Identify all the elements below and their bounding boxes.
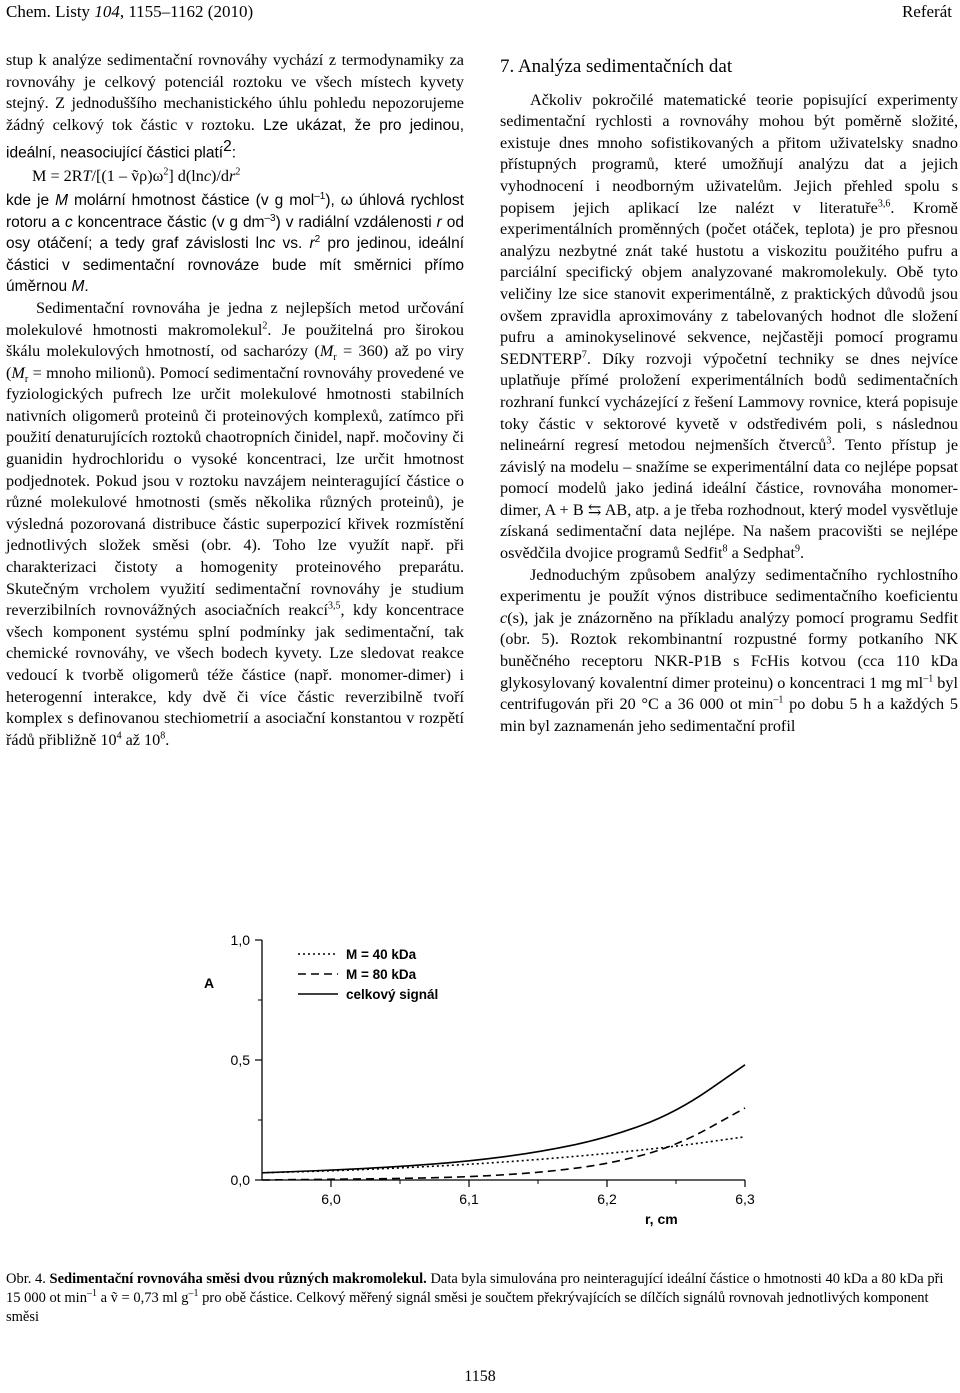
paragraph: stup k analýze sedimentační rovnováhy vychází z termodynamiky za rovnováhy je celkový potenciál roztoku ve všech místech kyvety stejný. Z jednoduššího mechanistického úhlu pohledu nepozorujeme žádný celkový tok částic v roztoku. Lze ukázat, že pro jedinou, ideální, neasociující částici platí$^2$: <box>6 51 464 162</box>
y-tick-label: 0,5 <box>230 1052 250 1068</box>
section-type: Referát <box>901 2 952 21</box>
journal-citation: Chem. Listy 104, 1155–1162 (2010) <box>6 2 254 21</box>
figure-4 <box>190 918 770 1248</box>
x-axis-label: r, cm <box>645 1211 678 1227</box>
left-column <box>6 50 464 751</box>
legend-label: M = 40 kDa <box>346 947 417 962</box>
legend-label: M = 80 kDa <box>346 967 417 982</box>
y-tick-label: 0,0 <box>230 1172 250 1188</box>
sedimentation-chart <box>190 918 770 1248</box>
paragraph: Jednoduchým způsobem analýzy sedimentačního rychlostního experimentu je použít výnos distribuce sedimentačního koeficientu c(s), jak je znázorněno na příkladu analýzy pomocí programu Sedfit (obr. 5). Roztok rekombinantní rozpustné formy potkaního NK buněčného receptoru NKR-P1B s FcHis kotvou (cca 110 kDa glykosylovaný kovalentní dimer proteinu) o koncentraci 1 mg $ml^{-1}$ byl centrifugován při 20 °C a 36 000 ot $\min^{-1}$ po dobu 5 h a každých 5 min byl zaznamenán jeho sedimentační profil <box>500 565 958 735</box>
x-tick-label: 6,0 <box>321 1191 341 1207</box>
series-line-3 <box>262 1065 745 1173</box>
legend-label: celkový signál <box>346 987 439 1002</box>
paragraph: Sedimentační rovnováha je jedna z nejlepších metod určování molekulové hmotnosti makromolekul$^2$. Je použitelná pro širokou škálu molekulových hmotností, od sacharózy $(M_r = 360)$ až po viry ($M_r$ = mnoho milionů). Pomocí sedimentační rovnováhy provedené ve fyziologických pufrech lze určit molekulové hmotnosti stabilních nativních oligomerů proteinů či proteinových komplexů, zatímco při použití denaturujících roztoků chaotropních činidel, např. močoviny či guanidin hydrochloridu o vysoké koncentraci, lze určit hmotnost podjednotek. Pokud jsou v roztoku navzájem neinteragující částice o různé molekulové hmotnosti (směs několika různých proteinů), je výsledná pozorovaná distribuce částic superpozicí křivek rozmístění jednotlivých složek směsi (obr. 4). Toho lze využít např. při charakterizaci čistoty a homogenity proteinového preparátu. Skutečným vrcholem využití sedimentační rovnováhy je studium reverzibilních rovnovážných asociačních reakcí$^{3,5}$, kdy koncentrace všech komponent systému splní podmínky jak sedimentační, tak chemické rovnováhy, ve všech bodech kyvety. Lze sledovat reakce vedoucí k tvorbě oligomerů téže částice (např. monomer-dimer) i heterogenní interakce, kdy dvě či více částic reverzibilně tvoří komplex s definovanou stechiometrií a asociační konstantou v rozpětí řádů přibližně $10^4$ až $10^8$. <box>6 298 465 749</box>
section-heading: 7. Analýza sedimentačních dat <box>500 56 733 77</box>
paragraph: Ačkoliv pokročilé matematické teorie popisující experimenty sedimentační rychlosti a rovnováhy mohou být poměrně složité, existuje dnes mnoho sofistikovaných a přitom uživatelsky snadno přístupných programů, které umožňují analýzu dat a jejich vyhodnocení i neodborným uživatelům. Jejich přehled spolu s popisem jejich aplikací lze nalézt v literatuře$^{3,6}$. Kromě experimentálních proměnných (počet otáček, teplota) je pro přesnou analýzu nezbytné znát také hustotu a viskozitu použitého pufru a parciální specifický objem analyzované makromolekuly. Obě tyto veličiny lze sice stanovit experimentálně, z praktických důvodů jsou ovšem zpravidla aproximovány z tabelovaných hodnot dle složení pufru a aminokyselinové sekvence, nejčastěji pomocí programu SEDNTERP$^7$. Díky rozvoji výpočetní techniky se dnes nejvíce uplatňuje přímé proložení experimentálních bodů sedimentačních rozhraní funkcí vycházející z řešení Lammovy rovnice, která popisuje toky částic v sektorové kyvetě v odstředivém poli, s následnou nelineární regresí metodou nejmenších čtverců$^3$. Tento přístup je závislý na modelu – snažíme se experimentální data co nejlépe popsat pomocí modelů jako jediná ideální částice, rovnováha monomer-dimer, A + B ⇆ AB, atp. a je třeba rozhodnout, který model vysvětluje získaná sedimentační data nejlépe. Na našem pracovišti se nejlépe osvědčila dvojice programů Sedfit$^8$ a Sedphat$^9$. <box>500 90 959 563</box>
equation: $M = 2RT/[(1 - ṽ\rho)\omega^2]$ $d(\ln c)/dr^2$ <box>32 166 241 186</box>
series-line-1 <box>262 1137 745 1173</box>
x-tick-label: 6,2 <box>597 1191 617 1207</box>
y-axis-label: A <box>204 975 215 991</box>
x-tick-label: 6,1 <box>459 1191 479 1207</box>
right-column <box>500 50 958 737</box>
figure-caption: Obr. 4. Sedimentační rovnováha směsi dvou různých makromolekul. Data byla simulována pro neinteragující ideální částice o hmotnosti 40 kDa a 80 kDa při 15 000 ot $\min^{-1} a$ ṽ = 0,73 ml $g^{-1}$ pro obě částice. Celkový měřený signál směsi je součtem překrývajících se dílčích signálů rovnovah jednotlivých komponent směsi <box>6 1271 944 1325</box>
page-header <box>0 0 960 26</box>
page-number: 1158 <box>464 1368 496 1385</box>
paragraph: kde je M molární hmotnost částice (v g mol$^{-1}$), ω úhlová rychlost rotoru a c koncentrace částic (v g $dm^{-3}$) v radiální vzdálenosti r od osy otáčení; a tedy graf závislosti lnc vs. $r^2$ pro jedinou, ideální částici v sedimentační rovnováze bude mít směrnici přímo úměrnou M. <box>6 190 464 296</box>
y-tick-label: 1,0 <box>230 932 250 948</box>
x-tick-label: 6,3 <box>735 1191 755 1207</box>
